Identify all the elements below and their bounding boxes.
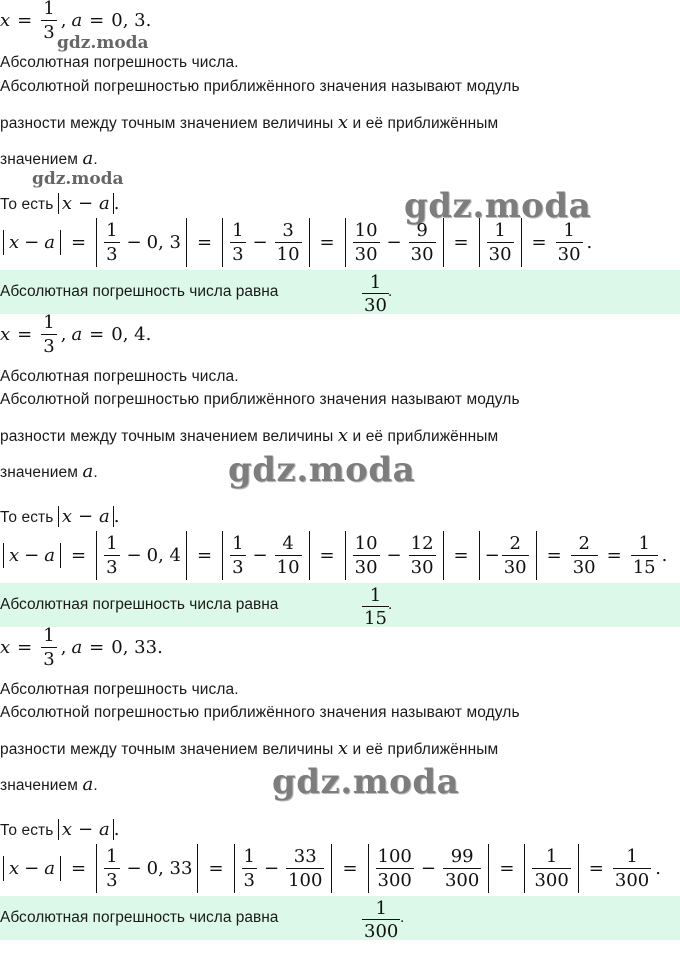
section-heading-3: Абсолютная погрешность числа. xyxy=(0,681,239,698)
result-band-3: Абсолютная погрешность числа равна 1 300 . xyxy=(0,896,680,940)
calculation-3: x − a = $\frac{1}{3}$ − 0, 33 = $\frac{1}{3}$ − $\frac{33}{100}$ = $\frac{100}{300}$ − $\frac{99}{300}$ = $\frac{1}{300}$ = $\frac{1}{300}$ . xyxy=(0,844,661,893)
definition-line2: разности между точным значением величины x и её приближённым xyxy=(0,425,499,446)
result-band-1: Абсолютная погрешность числа равна 1 30 . xyxy=(0,270,680,314)
definition-line1: Абсолютной погрешностью приближённого значения называют модуль xyxy=(0,78,520,95)
watermark-large: gdz.moda xyxy=(404,186,592,226)
result-text: Абсолютная погрешность числа равна xyxy=(0,596,279,613)
result-fraction: 1 30 xyxy=(364,272,387,314)
definition-line2: разности между точным значением величины x и её приближённым xyxy=(0,738,499,759)
result-text: Абсолютная погрешность числа равна xyxy=(0,909,279,926)
result-text: Абсолютная погрешность числа равна xyxy=(0,283,279,300)
definition-line3: значением a. xyxy=(0,148,98,169)
watermark-small: gdz.moda xyxy=(32,169,124,189)
result-fraction: 1 15 xyxy=(364,585,387,627)
given-line-3: x = $\frac{1}{3}$ , a = 0, 33. xyxy=(0,625,163,670)
definition-line1: Абсолютной погрешностью приближённого значения называют модуль xyxy=(0,391,520,408)
result-band-2: Абсолютная погрешность числа равна 1 15 . xyxy=(0,583,680,627)
that-is-line: То есть x − a . xyxy=(0,819,120,840)
calculation-2: x − a = $\frac{1}{3}$ − 0, 4 = $\frac{1}{3}$ − $\frac{4}{10}$ = $\frac{10}{30}$ − $\frac{12}{30}$ = − $\frac{2}{30}$ = $\frac{2}{30}$ = $\frac{1}{15}$ . xyxy=(0,531,667,580)
watermark-large: gdz.moda xyxy=(228,450,416,490)
definition-line3: значением a. xyxy=(0,461,98,482)
result-fraction: 1 300 xyxy=(364,898,399,940)
definition-line3: значением a. xyxy=(0,774,98,795)
calculation-1: x − a = $\frac{1}{3}$ − 0, 3 = $\frac{1}{3}$ − $\frac{3}{10}$ = $\frac{10}{30}$ − $\frac{9}{30}$ = $\frac{1}{30}$ = $\frac{1}{30}$ . xyxy=(0,218,592,267)
watermark-small: gdz.moda xyxy=(57,33,149,53)
that-is-line: То есть x − a . xyxy=(0,506,120,527)
that-is-line: То есть x − a . xyxy=(0,193,120,214)
section-heading-1: Абсолютная погрешность числа. xyxy=(0,54,239,71)
definition-line1: Абсолютной погрешностью приближённого значения называют модуль xyxy=(0,704,520,721)
watermark-large: gdz.moda xyxy=(272,762,460,802)
section-heading-2: Абсолютная погрешность числа. xyxy=(0,368,239,385)
definition-line2: разности между точным значением величины x и её приближённым xyxy=(0,112,499,133)
given-line-1: x = $\frac{1}{3}$ , a = 0, 3. xyxy=(0,0,152,43)
given-line-2: x = $\frac{1}{3}$ , a = 0, 4. xyxy=(0,312,152,357)
